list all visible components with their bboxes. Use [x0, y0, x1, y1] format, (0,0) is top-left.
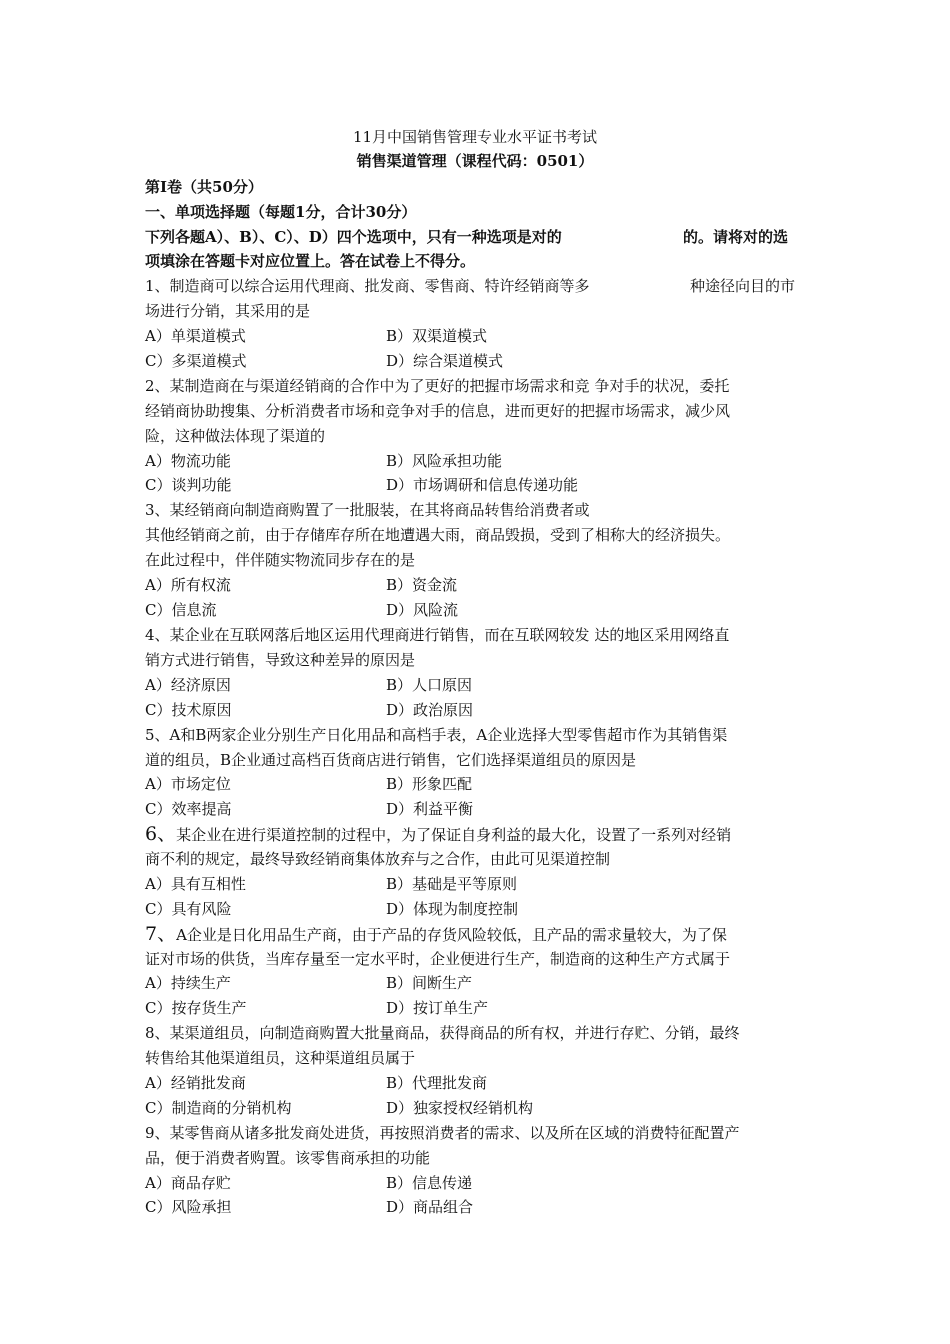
part-heading: 一、单项选择题（每题1分，合计30分） [145, 203, 417, 221]
question-8-line-2: 转售给其他渠道组员，这种渠道组员属于 [145, 1049, 416, 1067]
question-7-line-1 [145, 924, 727, 945]
question-9-line-2: 品，便于消费者购置。该零售商承担的功能 [145, 1149, 431, 1167]
question-9-line-1: 9、某零售商从诸多批发商处进货，再按照消费者的需求、以及所在区域的消费特征配置产 [145, 1124, 740, 1142]
question-9-option-d: D）商品组合 [386, 1198, 474, 1216]
question-7-text-1: A企业是日化用品生产商，由于产品的存货风险较低，且产品的需求量较大，为了保 [176, 926, 727, 944]
question-2-option-c: C）谈判功能 [145, 476, 232, 494]
question-9-option-c: C）风险承担 [145, 1198, 232, 1216]
question-7-option-d: D）按订单生产 [386, 999, 489, 1017]
question-5-option-c: C）效率提高 [145, 800, 232, 818]
question-1-line-1b: 种途径向目的市 [690, 277, 796, 295]
instruction-line-1a: 下列各题A）、B）、C）、D）四个选项中，只有一种选项是对的 [145, 228, 562, 246]
question-1-option-b: B）双渠道模式 [386, 327, 488, 345]
question-4-line-1: 4、某企业在互联网落后地区运用代理商进行销售，而在互联网较发 达的地区采用网络直 [145, 626, 730, 644]
question-6-option-c: C）具有风险 [145, 900, 232, 918]
question-2-line-3: 险，这种做法体现了渠道的 [145, 427, 326, 445]
question-3-line-3: 在此过程中，伴伴随实物流同步存在的是 [145, 551, 416, 569]
question-7-number: 7、 [145, 923, 177, 945]
question-1-option-a: A）单渠道模式 [145, 327, 246, 345]
question-1-option-c: C）多渠道模式 [145, 352, 247, 370]
question-3-option-b: B）资金流 [386, 576, 458, 594]
question-3-option-a: A）所有权流 [145, 576, 231, 594]
question-2-line-1: 2、某制造商在与渠道经销商的合作中为了更好的把握市场需求和竞 争对手的状况，委托 [145, 377, 730, 395]
question-8-option-a: A）经销批发商 [145, 1074, 246, 1092]
question-1-line-2: 场进行分销，其采用的是 [145, 302, 311, 320]
question-4-option-c: C）技术原因 [145, 701, 232, 719]
question-6-option-b: B）基础是平等原则 [386, 875, 518, 893]
question-4-option-a: A）经济原因 [145, 676, 231, 694]
instruction-line-2: 项填涂在答题卡对应位置上。答在试卷上不得分。 [145, 252, 476, 270]
question-6-text-1: 某企业在进行渠道控制的过程中，为了保证自身利益的最大化，设置了一系列对经销 [176, 826, 732, 844]
question-5-line-2: 道的组员，B企业通过高档百货商店进行销售，它们选择渠道组员的原因是 [145, 751, 637, 769]
question-3-option-d: D）风险流 [386, 601, 459, 619]
exam-title: 11月中国销售管理专业水平证书考试 [352, 128, 598, 146]
course-title: 销售渠道管理（课程代码：0501） [356, 152, 594, 170]
question-2-line-2: 经销商协助搜集、分析消费者市场和竞争对手的信息，进而更好的把握市场需求，减少风 [145, 402, 731, 420]
question-6-line-1 [145, 824, 731, 845]
question-5-option-b: B）形象匹配 [386, 775, 473, 793]
question-8-option-c: C）制造商的分销机构 [145, 1099, 292, 1117]
question-5-line-1: 5、A和B两家企业分别生产日化用品和高档手表，A企业选择大型零售超市作为其销售渠 [145, 726, 728, 744]
question-4-option-d: D）政治原因 [386, 701, 474, 719]
question-1-line-1: 1、制造商可以综合运用代理商、批发商、零售商、特许经销商等多 [145, 277, 590, 295]
question-2-option-b: B）风险承担功能 [386, 452, 503, 470]
question-8-option-d: D）独家授权经销机构 [386, 1099, 534, 1117]
question-2-option-d: D）市场调研和信息传递功能 [386, 476, 579, 494]
question-9-option-a: A）商品存贮 [145, 1174, 231, 1192]
question-3-line-2: 其他经销商之前，由于存储库存所在地遭遇大雨，商品毁损，受到了相称大的经济损失。 [145, 526, 731, 544]
question-2-option-a: A）物流功能 [145, 452, 231, 470]
question-7-line-2: 证对市场的供货，当库存量至一定水平时，企业便进行生产，制造商的这种生产方式属于 [145, 950, 731, 968]
question-7-option-b: B）间断生产 [386, 974, 473, 992]
instruction-line-1b: 的。请将对的选 [683, 228, 789, 246]
question-7-option-a: A）持续生产 [145, 974, 231, 992]
question-6-number: 6、 [145, 823, 177, 845]
question-6-line-2: 商不利的规定，最终导致经销商集体放弃与之合作，由此可见渠道控制 [145, 850, 611, 868]
question-1-option-d: D）综合渠道模式 [386, 352, 504, 370]
question-5-option-d: D）利益平衡 [386, 800, 474, 818]
question-6-option-a: A）具有互相性 [145, 875, 246, 893]
question-7-option-c: C）按存货生产 [145, 999, 247, 1017]
question-3-line-1: 3、某经销商向制造商购置了一批服装，在其将商品转售给消费者或 [145, 501, 590, 519]
question-4-line-2: 销方式进行销售，导致这种差异的原因是 [145, 651, 416, 669]
question-6-option-d: D）体现为制度控制 [386, 900, 519, 918]
question-4-option-b: B）人口原因 [386, 676, 473, 694]
volume-heading: 第Ⅰ卷（共50分） [145, 178, 263, 196]
question-9-option-b: B）信息传递 [386, 1174, 473, 1192]
question-3-option-c: C）信息流 [145, 601, 217, 619]
question-8-option-b: B）代理批发商 [386, 1074, 488, 1092]
question-5-option-a: A）市场定位 [145, 775, 231, 793]
question-8-line-1: 8、某渠道组员，向制造商购置大批量商品，获得商品的所有权，并进行存贮、分销，最终 [145, 1024, 740, 1042]
